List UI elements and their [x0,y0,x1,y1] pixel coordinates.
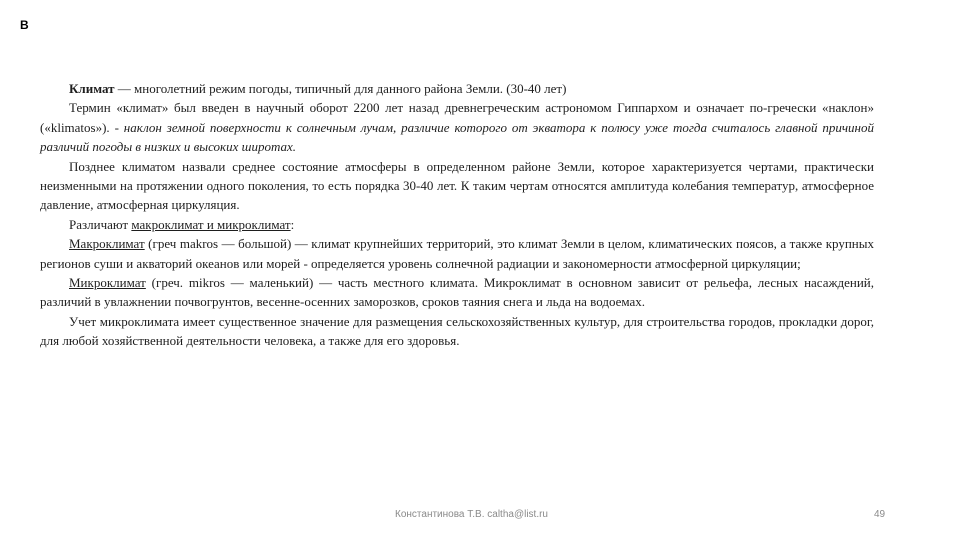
paragraph-macroclimate [40,234,874,273]
footer-author: Константинова Т.В. caltha@list.ru [395,509,548,520]
term-origin-text: Термин «климат» был введен в научный оборот 2200 лет назад древнегреческим астрономом Гиппархом и означает по-гречески «наклон» («klimatos»). - [40,100,874,135]
types-tail: : [290,216,295,232]
macroclimate-text: (греч makros — большой) — климат крупнейших территорий, это климат Земли в целом, климатических поясов, а также крупных регионов суши и акваторий океанов или морей - определяется уровень солнечной радиации и закономерности атмосферной циркуляции; [40,236,874,271]
microclimate-text: (греч. mikros — маленький) — часть местного климата. Микроклимат в основном зависит от рельефа, лесных насаждений, различий в увлажнении почвогрунтов, весенне-осенних заморозков, сроков таяния снега и льда на водоемах. [40,275,874,310]
paragraph-term-origin [40,98,874,156]
term-origin-italic: наклон земной поверхности к солнечным лучам, различие которого от экватора к полюсу уже тогда считалось главной причиной различий погоды в низких и высоких широтах. [40,119,874,155]
paragraph-later-definition: Позднее климатом назвали среднее состояние атмосферы в определенном районе Земли, которое характеризуется чертами, практически неизменными на протяжении одного поколения, то есть порядка 30-40 лет. К таким чертам относятся амплитуда колебания температур, атмосферное давление, атмосферная циркуляция. [40,158,874,213]
term-microclimate: Микроклимат [69,275,146,291]
paragraph-microclimate-importance: Учет микроклимата имеет существенное значение для размещения сельскохозяйственных культур, для строительства городов, прокладки дорог, для любой хозяйственной деятельности человека, а также для его здоровья. [40,313,874,349]
page-number: 49 [874,509,886,520]
paragraph-types [40,215,874,234]
types-underlined: макроклимат и микроклимат [131,216,291,232]
climate-definition-text: — многолетний режим погоды, типичный для данного района Земли. (30-40 лет) [114,81,567,96]
body-text [40,79,874,351]
term-macroclimate: Макроклимат [69,236,145,252]
paragraph-climate-definition [40,79,874,98]
corner-label: B [20,18,29,32]
paragraph-microclimate [40,273,874,312]
term-climate: Климат [69,81,115,96]
types-lead: Различают [69,216,132,232]
